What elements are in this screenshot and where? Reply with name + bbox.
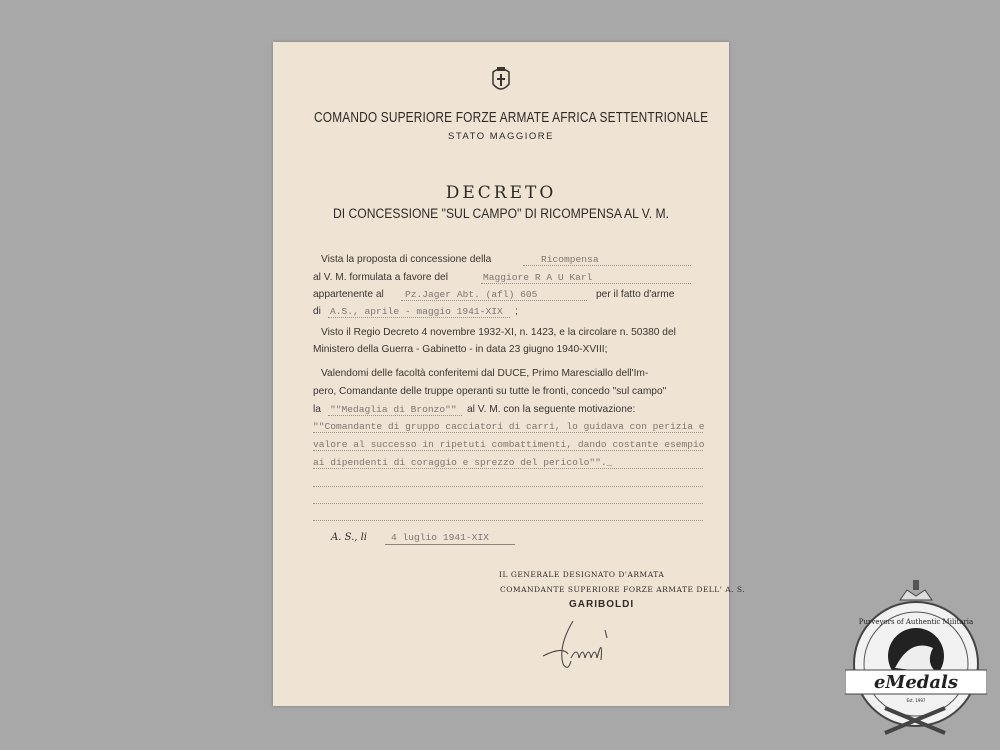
para3-line1: Valendomi delle facoltà conferitemi dal DUCE, Primo Maresciallo dell'Im-	[321, 368, 649, 379]
est-text: Est. 1997	[906, 698, 926, 703]
field-action: A.S., aprile - maggio 1941-XIX	[330, 306, 503, 317]
decree-document	[273, 42, 746, 706]
decree-title: DECRETO	[445, 183, 557, 203]
motivation-line2: valore al successo in ripetuti combattimenti, dando costante esempio	[313, 439, 705, 450]
signature-role: COMANDANTE SUPERIORE FORZE ARMATE DELL' A. S.	[500, 585, 746, 594]
para1-line4b: ;	[515, 306, 518, 317]
para1-line2: al V. M. formulata a favore del	[313, 272, 448, 283]
para3-line3b: al V. M. con la seguente motivazione:	[467, 404, 636, 415]
handwritten-signature	[533, 616, 643, 676]
emedals-watermark-logo	[845, 578, 987, 738]
field-unit: Pz.Jager Abt. (afl) 605	[405, 289, 538, 300]
field-recipient: Maggiore R A U Karl	[483, 272, 593, 283]
decree-subtitle: DI CONCESSIONE "SUL CAMPO" DI RICOMPENSA AL V. M.	[332, 206, 670, 221]
header-subtitle: STATO MAGGIORE	[448, 131, 554, 142]
signature-name: GARIBOLDI	[569, 599, 635, 610]
field-award: Ricompensa	[541, 254, 599, 265]
para1-line4: di	[313, 306, 321, 317]
coat-of-arms-icon	[489, 64, 513, 96]
motto-text: Purveyors of Authentic Militaria	[858, 618, 974, 626]
motivation-line1: ""Comandante di gruppo cacciatori di carri, lo guidava con perizia e	[313, 421, 705, 432]
para3-line2: pero, Comandante delle truppe operanti su tutte le fronti, concedo "sul campo"	[313, 386, 667, 397]
field-medal: ""Medaglia di Bronzo""	[330, 404, 457, 415]
para1-line1: Vista la proposta di concessione della	[321, 254, 492, 265]
header-title: COMANDO SUPERIORE FORZE ARMATE AFRICA SETTENTRIONALE	[314, 110, 709, 126]
signature-title: IL GENERALE DESIGNATO D'ARMATA	[499, 570, 665, 579]
date-value: 4 luglio 1941-XIX	[391, 532, 489, 543]
date-label: A. S., li	[331, 532, 368, 543]
para2-line1: Visto il Regio Decreto 4 novembre 1932-XI, n. 1423, e la circolare n. 50380 del	[321, 327, 676, 338]
brand-text: eMedals	[873, 672, 959, 693]
motivation-line3: ai dipendenti di coraggio e sprezzo del pericolo""._	[313, 457, 613, 468]
para1-line3b: per il fatto d'arme	[596, 289, 675, 300]
para2-line2: Ministero della Guerra - Gabinetto - in data 23 giugno 1940-XVIII;	[313, 344, 608, 355]
para1-line3: appartenente al	[313, 289, 384, 300]
para3-line3: la	[313, 404, 321, 415]
